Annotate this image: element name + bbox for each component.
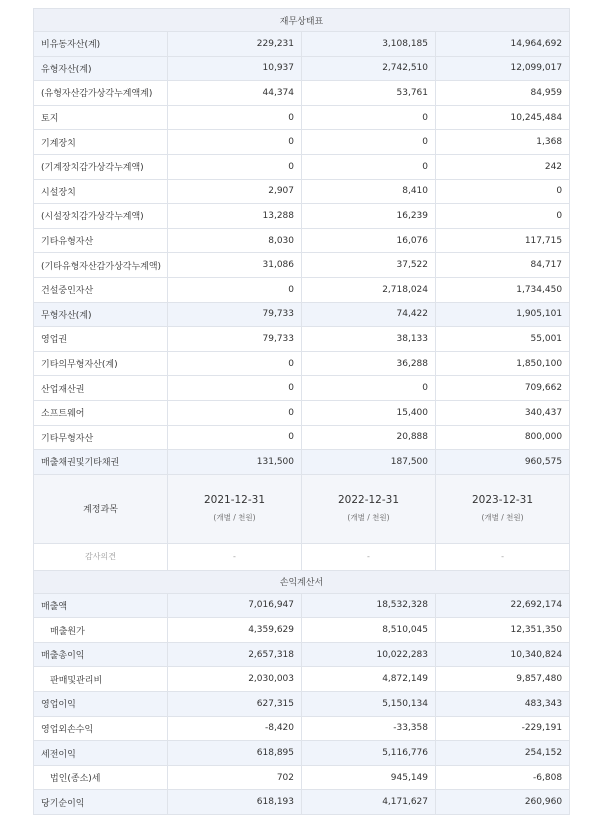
balance-row (34, 130, 570, 155)
value-cell: -33,358 (302, 716, 436, 741)
account-label: 기계장치 (34, 130, 168, 155)
balance-row (34, 253, 570, 278)
value-cell: 0 (436, 179, 570, 204)
account-column-header (34, 474, 168, 543)
value-cell: 131,500 (168, 450, 302, 475)
value-cell: -6,808 (436, 765, 570, 790)
audit-opinion-value: - (436, 543, 570, 570)
value-cell: 4,872,149 (302, 667, 436, 692)
balance-row (34, 450, 570, 475)
value-cell: 16,239 (302, 204, 436, 229)
income-row (34, 593, 570, 618)
account-label: (기계장치감가상각누계액) (34, 154, 168, 179)
period-date: 2021-12-31 (203, 494, 266, 507)
value-cell: 44,374 (168, 81, 302, 106)
value-cell: 627,315 (168, 692, 302, 717)
account-label: 세전이익 (34, 741, 168, 766)
value-cell: 117,715 (436, 228, 570, 253)
value-cell: 242 (436, 154, 570, 179)
value-cell: 618,895 (168, 741, 302, 766)
value-cell: 0 (302, 105, 436, 130)
balance-row (34, 327, 570, 352)
value-cell: 2,742,510 (302, 56, 436, 81)
account-label: 건설중인자산 (34, 277, 168, 302)
account-label: 당기순이익 (34, 790, 168, 815)
period-column-header (302, 474, 436, 543)
value-cell: 36,288 (302, 351, 436, 376)
account-label: 비유동자산(계) (34, 32, 168, 57)
value-cell: 0 (302, 376, 436, 401)
value-cell: 8,410 (302, 179, 436, 204)
period-column-header (168, 474, 302, 543)
account-label: 영업이익 (34, 692, 168, 717)
balance-row (34, 277, 570, 302)
account-label: 소프트웨어 (34, 400, 168, 425)
value-cell: 15,400 (302, 400, 436, 425)
income-row (34, 642, 570, 667)
value-cell: 9,857,480 (436, 667, 570, 692)
value-cell: 483,343 (436, 692, 570, 717)
period-date: 2022-12-31 (337, 494, 400, 507)
value-cell: 38,133 (302, 327, 436, 352)
account-label: 시설장치 (34, 179, 168, 204)
value-cell: 10,022,283 (302, 642, 436, 667)
balance-row (34, 32, 570, 57)
value-cell: 0 (302, 154, 436, 179)
value-cell: 31,086 (168, 253, 302, 278)
value-cell: 20,888 (302, 425, 436, 450)
balance-row (34, 228, 570, 253)
value-cell: 0 (302, 130, 436, 155)
balance-row (34, 56, 570, 81)
value-cell: 702 (168, 765, 302, 790)
income-row (34, 618, 570, 643)
value-cell: 8,030 (168, 228, 302, 253)
value-cell: -229,191 (436, 716, 570, 741)
value-cell: -8,420 (168, 716, 302, 741)
value-cell: 0 (168, 351, 302, 376)
balance-row (34, 376, 570, 401)
value-cell: 0 (168, 376, 302, 401)
value-cell: 12,099,017 (436, 56, 570, 81)
financial-table (33, 8, 570, 815)
value-cell: 53,761 (302, 81, 436, 106)
account-label: 기타유형자산 (34, 228, 168, 253)
account-label: 영업외손수익 (34, 716, 168, 741)
account-label: (유형자산감가상각누계액계) (34, 81, 168, 106)
value-cell: 945,149 (302, 765, 436, 790)
value-cell: 0 (436, 204, 570, 229)
value-cell: 260,960 (436, 790, 570, 815)
account-label: 산업재산권 (34, 376, 168, 401)
income-section-title: 손익계산서 (34, 570, 570, 593)
value-cell: 3,108,185 (302, 32, 436, 57)
value-cell: 0 (168, 154, 302, 179)
value-cell: 13,288 (168, 204, 302, 229)
balance-row (34, 81, 570, 106)
audit-opinion-row (34, 543, 570, 570)
value-cell: 74,422 (302, 302, 436, 327)
value-cell: 0 (168, 400, 302, 425)
income-row (34, 716, 570, 741)
value-cell: 0 (168, 277, 302, 302)
value-cell: 5,150,134 (302, 692, 436, 717)
account-label: 판매및관리비 (34, 667, 168, 692)
value-cell: 12,351,350 (436, 618, 570, 643)
value-cell: 10,937 (168, 56, 302, 81)
income-row (34, 692, 570, 717)
value-cell: 0 (168, 425, 302, 450)
balance-row (34, 154, 570, 179)
balance-row (34, 351, 570, 376)
account-label: 기타무형자산 (34, 425, 168, 450)
value-cell: 2,907 (168, 179, 302, 204)
value-cell: 18,532,328 (302, 593, 436, 618)
audit-opinion-value: - (302, 543, 436, 570)
value-cell: 22,692,174 (436, 593, 570, 618)
value-cell: 79,733 (168, 302, 302, 327)
balance-row (34, 179, 570, 204)
account-label: 법인(종소)세 (34, 765, 168, 790)
period-header-row (34, 474, 570, 543)
value-cell: 5,116,776 (302, 741, 436, 766)
balance-row (34, 105, 570, 130)
period-unit: (개별 / 천원) (347, 513, 390, 523)
value-cell: 84,717 (436, 253, 570, 278)
financial-statement (33, 8, 569, 815)
value-cell: 4,359,629 (168, 618, 302, 643)
account-header-label: 계정과목 (83, 505, 118, 516)
value-cell: 187,500 (302, 450, 436, 475)
account-label: 매출액 (34, 593, 168, 618)
balance-row (34, 425, 570, 450)
value-cell: 1,734,450 (436, 277, 570, 302)
period-unit: (개별 / 천원) (213, 513, 256, 523)
value-cell: 2,030,003 (168, 667, 302, 692)
account-label: 매출채권및기타채권 (34, 450, 168, 475)
account-label: 매출원가 (34, 618, 168, 643)
balance-section-header (34, 9, 570, 32)
value-cell: 4,171,627 (302, 790, 436, 815)
value-cell: 1,368 (436, 130, 570, 155)
value-cell: 10,245,484 (436, 105, 570, 130)
value-cell: 0 (168, 105, 302, 130)
balance-row (34, 400, 570, 425)
value-cell: 2,718,024 (302, 277, 436, 302)
account-label: 매출총이익 (34, 642, 168, 667)
value-cell: 0 (168, 130, 302, 155)
income-row (34, 667, 570, 692)
account-label: (기타유형자산감가상각누계액) (34, 253, 168, 278)
value-cell: 84,959 (436, 81, 570, 106)
value-cell: 10,340,824 (436, 642, 570, 667)
period-date: 2023-12-31 (472, 494, 534, 507)
account-label: 유형자산(계) (34, 56, 168, 81)
value-cell: 960,575 (436, 450, 570, 475)
account-label: 토지 (34, 105, 168, 130)
value-cell: 618,193 (168, 790, 302, 815)
income-section-header (34, 570, 570, 593)
value-cell: 229,231 (168, 32, 302, 57)
account-label: 기타의무형자산(계) (34, 351, 168, 376)
period-unit: (개별 / 천원) (481, 513, 524, 523)
period-column-header (436, 474, 570, 543)
account-label: (시설장치감가상각누계액) (34, 204, 168, 229)
value-cell: 340,437 (436, 400, 570, 425)
audit-opinion-label: 감사의견 (34, 543, 168, 570)
value-cell: 14,964,692 (436, 32, 570, 57)
value-cell: 8,510,045 (302, 618, 436, 643)
balance-row (34, 204, 570, 229)
balance-section-title: 재무상태표 (34, 9, 570, 32)
value-cell: 709,662 (436, 376, 570, 401)
value-cell: 37,522 (302, 253, 436, 278)
audit-opinion-value: - (168, 543, 302, 570)
value-cell: 1,905,101 (436, 302, 570, 327)
value-cell: 800,000 (436, 425, 570, 450)
account-label: 무형자산(계) (34, 302, 168, 327)
value-cell: 16,076 (302, 228, 436, 253)
value-cell: 2,657,318 (168, 642, 302, 667)
income-row (34, 765, 570, 790)
balance-row (34, 302, 570, 327)
value-cell: 1,850,100 (436, 351, 570, 376)
value-cell: 254,152 (436, 741, 570, 766)
income-row (34, 790, 570, 815)
value-cell: 7,016,947 (168, 593, 302, 618)
account-label: 영업권 (34, 327, 168, 352)
value-cell: 55,001 (436, 327, 570, 352)
value-cell: 79,733 (168, 327, 302, 352)
income-row (34, 741, 570, 766)
